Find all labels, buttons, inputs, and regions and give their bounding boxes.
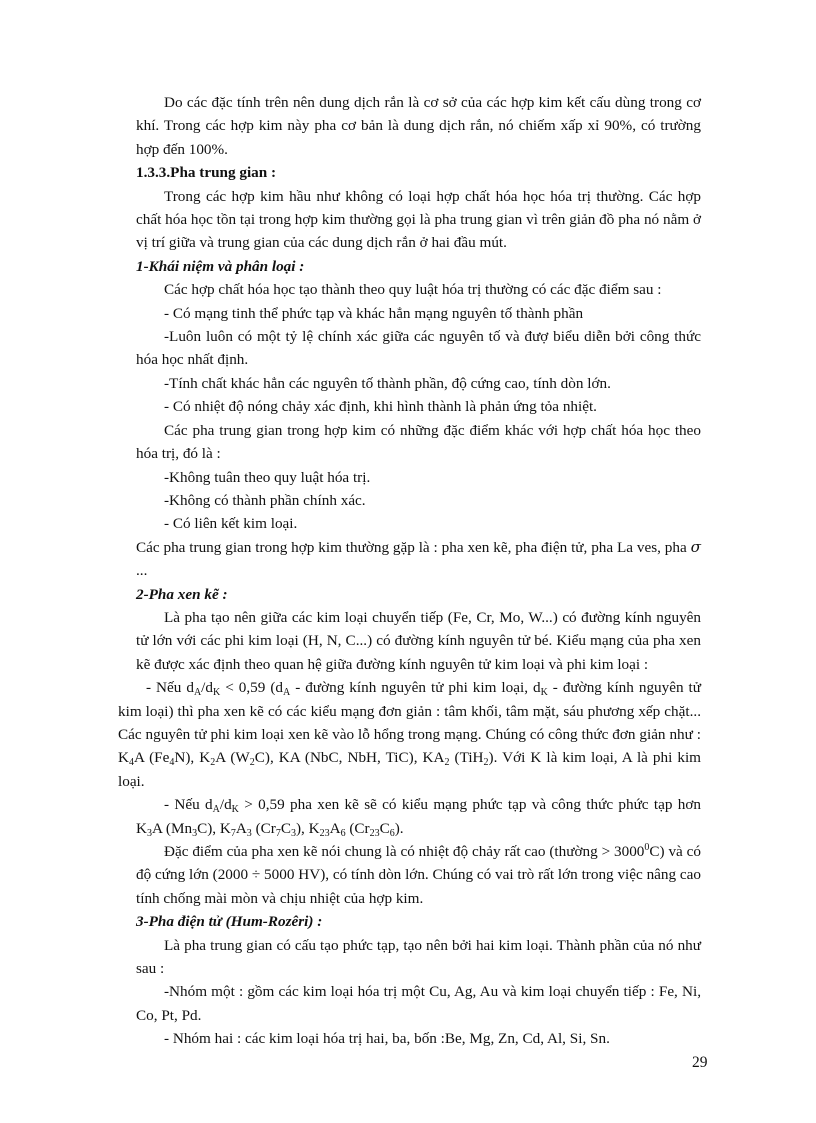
phase-types-paragraph: Các pha trung gian trong hợp kim thường gặp là : pha xen kẽ, pha điện tử, pha La ves, pha σ ... [136, 537, 701, 580]
list-item: -Không có thành phần chính xác. [164, 491, 366, 509]
list-item: - Có mạng tinh thể phức tạp và khác hẳn mạng nguyên tố thành phần [164, 304, 584, 322]
concept-paragraph: Các hợp chất hóa học tạo thành theo quy luật hóa trị thường có các đặc điểm sau : [164, 281, 662, 299]
electron-phase-paragraph: Là pha trung gian có cấu tạo phức tạp, tạo nên bởi hai kim loại. Thành phần của nó như sau : [136, 936, 701, 978]
list-item: -Không tuân theo quy luật hóa trị. [164, 468, 371, 486]
intermediate-phase-paragraph: Trong các hợp kim hầu như không có loại hợp chất hóa học hóa trị thường. Các hợp chất hóa học tồn tại trong hợp kim thường gọi là pha trung gian vì trên giản đồ pha nó nằm ở vị trí giữa và trung gian của các dung dịch rắn ở hai đầu mút. [136, 187, 701, 252]
difference-paragraph: Các pha trung gian trong hợp kim có những đặc điểm khác với hợp chất hóa học theo hóa trị, đó là : [136, 421, 701, 463]
page-body [118, 91, 702, 1051]
list-item: - Có liên kết kim loại. [164, 515, 298, 533]
list-item: - Có nhiệt độ nóng chảy xác định, khi hình thành là phản ứng tỏa nhiệt. [164, 398, 597, 416]
list-item: -Luôn luôn có một tỷ lệ chính xác giữa các nguyên tố và đượ biểu diễn bởi công thức hóa học nhất định. [136, 328, 701, 369]
heading-concept-classification: 1-Khái niệm và phân loại : [136, 257, 305, 275]
ratio-greater-paragraph: - Nếu $d_A/d_K > 0,59$ pha xen kẽ sẽ có kiểu mạng phức tạp và công thức phức tạp hơn $K_3A$ $(Mn_3C)$, $K_7A_3$ $(Cr_7C_3)$, $K_{23}A_6$ $(Cr_{23}C_6)$. [136, 796, 701, 839]
page-number: 29 [692, 1054, 708, 1071]
heading-electron-phase: 3-Pha điện tử (Hum-Rozêri) : [136, 913, 323, 931]
list-item: -Nhóm một : gồm các kim loại hóa trị một Cu, Ag, Au và kim loại chuyển tiếp : Fe, Ni, Co, Pt, Pd. [136, 983, 701, 1024]
interstitial-paragraph: Là pha tạo nên giữa các kim loại chuyển tiếp (Fe, Cr, Mo, W...) có đường kính nguyên tử lớn với các phi kim loại (H, N, C...) có đường kính nguyên tử bé. Kiểu mạng của pha xen kẽ được xác định theo quan hệ giữa đường kính nguyên tử kim loại và phi kim loại : [136, 608, 701, 673]
ratio-less-paragraph: - Nếu $d_A/d_K < 0,59$ ($d_A$ - đường kính nguyên tử phi kim loại, $d_K$ - đường kính nguyên tử kim loại) thì pha xen kẽ có các kiểu mạng đơn giản : tâm khối, tâm mặt, sáu phương xếp chặt... Các nguyên tử phi kim loại xen kẽ vào lỗ hổng trong mạng. Chúng có công thức đơn giản như : $K_4A$ $(Fe_4N)$, $K_2A$ $(W_2C)$, KA (NbC, NbH, TiC), $KA_2$ (TiH$_2$). Với K là kim loại, A là phi kim loại. [118, 679, 702, 790]
intro-paragraph: Do các đặc tính trên nên dung dịch rắn là cơ sở của các hợp kim kết cấu dùng trong cơ khí. Trong các hợp kim này pha cơ bản là dung dịch rắn, nó chiếm xấp xỉ 90%, có trường hợp đến 100%. [136, 94, 701, 158]
properties-paragraph: Đặc điểm của pha xen kẽ nói chung là có nhiệt độ chảy rất cao (thường > $3000^0C$) và có độ cứng lớn (2000 ÷ 5000 HV), có tính dòn lớn. Chúng có vai trò rất lớn trong việc nâng cao tính chống mài mòn và chịu nhiệt của hợp kim. [136, 842, 702, 907]
list-item: -Tính chất khác hẳn các nguyên tố thành phần, độ cứng cao, tính dòn lớn. [164, 374, 611, 392]
list-item: - Nhóm hai : các kim loại hóa trị hai, ba, bốn :Be, Mg, Zn, Cd, Al, Si, Sn. [164, 1030, 610, 1048]
heading-interstitial-phase: 2-Pha xen kẽ : [136, 585, 228, 603]
section-heading-1-3-3: 1.3.3.Pha trung gian : [136, 164, 277, 182]
sigma-symbol: σ [690, 537, 701, 556]
